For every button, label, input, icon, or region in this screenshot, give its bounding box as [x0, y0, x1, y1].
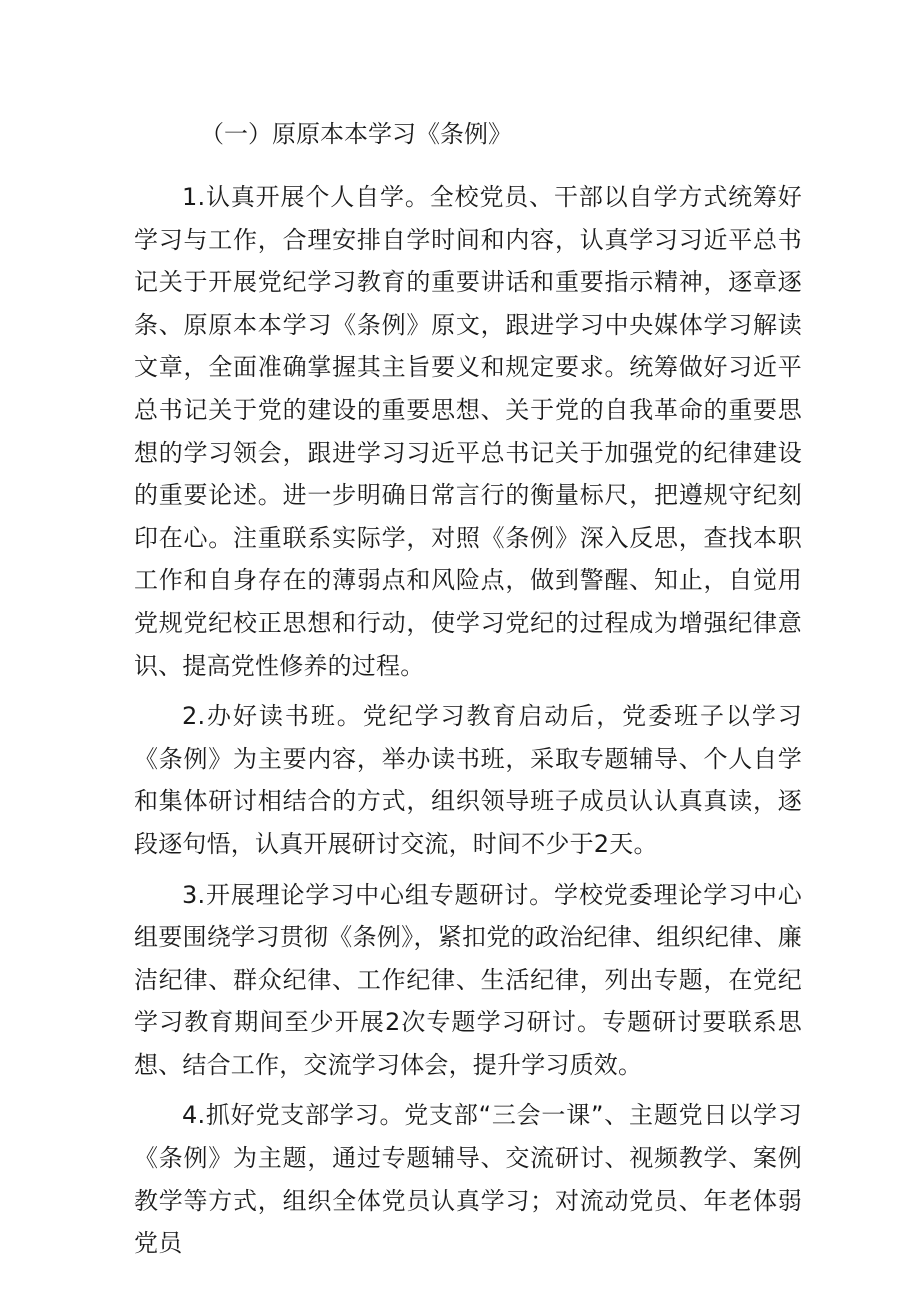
paragraph-2-reading-class: 2.办好读书班。党纪学习教育启动后，党委班子以学习《条例》为主要内容，举办读书班，采取专题辅导、个人自学和集体研讨相结合的方式，组织领导班子成员认认真真读，逐段逐句悟，认真开展研讨交流，时间不少于2天。: [134, 702, 802, 858]
section-heading: （一）原原本本学习《条例》: [200, 120, 512, 148]
paragraph-3-theory-seminar: 3.开展理论学习中心组专题研讨。学校党委理论学习中心组要围绕学习贯彻《条例》，紧扣党的政治纪律、组织纪律、廉洁纪律、群众纪律、工作纪律、生活纪律，列出专题，在党纪学习教育期间至少开展2次专题学习研讨。专题研讨要联系思想、结合工作，交流学习体会，提升学习质效。: [134, 880, 802, 1079]
paragraph-4-branch-study: 4.抓好党支部学习。党支部“三会一课”、主题党日以学习《条例》为主题，通过专题辅导、交流研讨、视频教学、案例教学等方式，组织全体党员认真学习；对流动党员、年老体弱党员: [134, 1101, 802, 1258]
paragraph-1-self-study: 1.认真开展个人自学。全校党员、干部以自学方式统筹好学习与工作，合理安排自学时间和内容，认真学习习近平总书记关于开展党纪学习教育的重要讲话和重要指示精神，逐章逐条、原原本本学习《条例》原文，跟进学习中央媒体学习解读文章，全面准确掌握其主旨要义和规定要求。统筹做好习近平总书记关于党的建设的重要思想、关于党的自我革命的重要思想的学习领会，跟进学习习近平总书记关于加强党的纪律建设的重要论述。进一步明确日常言行的衡量标尺，把遵规守纪刻印在心。注重联系实际学，对照《条例》深入反思，查找本职工作和自身存在的薄弱点和风险点，做到警醒、知止，自觉用党规党纪校正思想和行动，使学习党纪的过程成为增强纪律意识、提高党性修养的过程。: [134, 183, 802, 680]
